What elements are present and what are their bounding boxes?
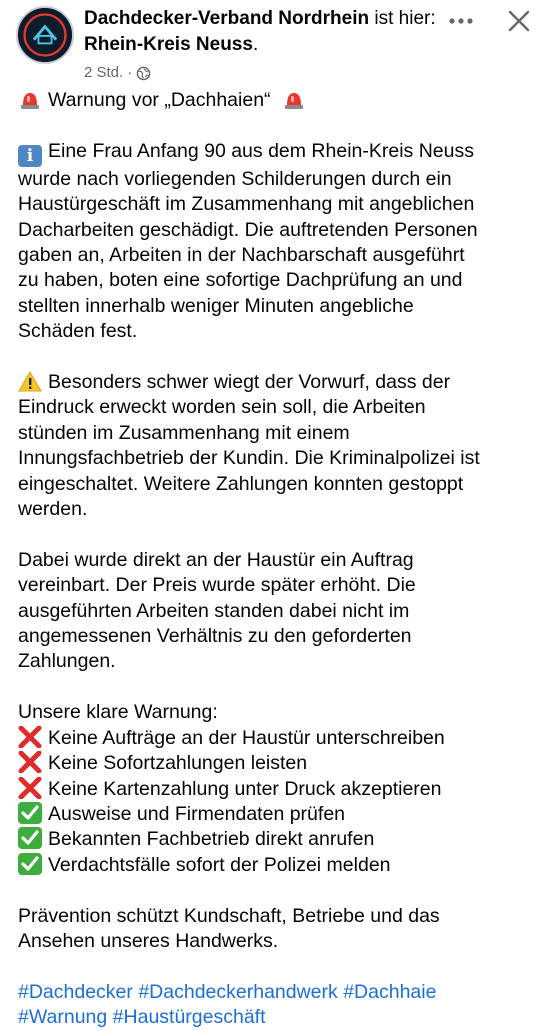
location-name[interactable]: Rhein-Kreis Neuss (84, 34, 253, 55)
cross-icon (18, 777, 42, 799)
p4-line: Ansehen unseres Handwerks. (18, 929, 279, 952)
checkmark-icon (18, 853, 42, 875)
p1-line: zu haben, boten eine sofortige Dachprüfung an und (18, 269, 463, 292)
location-suffix: . (252, 34, 259, 55)
p3-line: ausgeführten Arbeiten standen dabei nicht im (18, 599, 410, 622)
dont-text: Keine Aufträge an der Haustür unterschreiben (48, 726, 445, 749)
author-name[interactable]: Dachdecker-Verband Nordrhein (84, 8, 370, 29)
paragraph-prevention (18, 904, 538, 955)
title-text: Warnung vor „Dachhaien“ (48, 89, 271, 111)
p1-line: wurde nach vorliegenden Schilderungen durch ein (18, 167, 452, 190)
hashtags (18, 980, 538, 1031)
do-item (18, 853, 538, 878)
cross-icon (18, 726, 42, 748)
globe-icon (136, 66, 151, 81)
dont-item (18, 726, 538, 751)
do-item (18, 827, 538, 852)
p1-line: Schäden fest. (18, 320, 138, 343)
p2-line: eingeschaltet. Weitere Zahlungen konnten gestoppt (18, 472, 464, 495)
warning-list (18, 700, 538, 878)
p2-line: Innungsfachbetrieb der Kundin. Die Kriminalpolizei ist (18, 447, 480, 470)
close-icon (504, 6, 534, 36)
dont-item (18, 777, 538, 802)
do-text: Verdachtsfälle sofort der Polizei melden (48, 853, 391, 876)
post-header-text (84, 6, 454, 84)
p3-line: vereinbart. Der Preis wurde später erhöht. Die (18, 574, 416, 597)
do-text: Ausweise und Firmendaten prüfen (48, 802, 346, 825)
p3-line: Dabei wurde direkt an der Haustür ein Auftrag (18, 548, 414, 571)
p1-line: stellten innerhalb weniger Minuten angebliche (18, 294, 414, 317)
p1-line: Haustürgeschäft im Zusammenhang mit angeblichen (18, 193, 475, 216)
p2-line: stünden im Zusammenhang mit einem (18, 421, 350, 444)
post-title (18, 88, 538, 113)
warning-heading: Unsere klare Warnung: (18, 701, 218, 724)
post-meta (84, 62, 454, 84)
cross-icon (18, 751, 42, 773)
info-icon: i (18, 145, 42, 167)
dont-text: Keine Kartenzahlung unter Druck akzeptieren (48, 777, 442, 800)
p1-line: Dacharbeiten geschädigt. Die auftretenden Personen (18, 218, 478, 241)
p2-line: Besonders schwer wiegt der Vorwurf, dass der (48, 371, 451, 394)
post-body (18, 88, 538, 1031)
hashtag-link[interactable]: #Dachdecker (18, 980, 133, 1003)
post-author-line (84, 6, 454, 58)
p2-line: werden. (18, 498, 88, 521)
dont-item (18, 751, 538, 776)
p4-line: Prävention schützt Kundschaft, Betriebe und das (18, 904, 440, 927)
p3-line: angemessenen Verhältnis zu den geforderten (18, 625, 412, 648)
page-avatar[interactable] (16, 6, 74, 64)
is-here-text: ist hier: (374, 8, 436, 29)
close-button[interactable] (504, 6, 534, 36)
p2-line: Eindruck erweckt worden sein soll, die Arbeiten (18, 396, 426, 419)
paragraph-details (18, 548, 538, 675)
dont-text: Keine Sofortzahlungen leisten (48, 752, 308, 775)
post-time[interactable]: 2 Std. (84, 64, 124, 81)
p1-line: gaben an, Arbeiten in der Nachbarschaft ausgeführt (18, 244, 465, 267)
post-header (0, 0, 550, 90)
paragraph-incident (18, 139, 538, 345)
checkmark-icon (18, 802, 42, 824)
hashtag-link[interactable]: #Dachhaie (343, 980, 437, 1003)
warning-icon (18, 370, 42, 392)
hashtag-link[interactable]: #Haustürgeschäft (112, 1006, 266, 1029)
hashtag-link[interactable]: #Dachdeckerhandwerk (138, 980, 338, 1003)
paragraph-allegation (18, 370, 538, 522)
siren-icon (18, 88, 42, 110)
do-text: Bekannten Fachbetrieb direkt anrufen (48, 828, 375, 851)
more-options-button[interactable] (446, 8, 476, 34)
more-dots-icon (446, 8, 476, 34)
checkmark-icon (18, 827, 42, 849)
do-item (18, 802, 538, 827)
siren-icon (282, 88, 306, 110)
hashtag-link[interactable]: #Warnung (18, 1006, 108, 1029)
p1-line: Eine Frau Anfang 90 aus dem Rhein-Kreis Neuss (48, 139, 474, 162)
p3-line: Zahlungen. (18, 650, 116, 673)
meta-separator: · (127, 64, 133, 81)
